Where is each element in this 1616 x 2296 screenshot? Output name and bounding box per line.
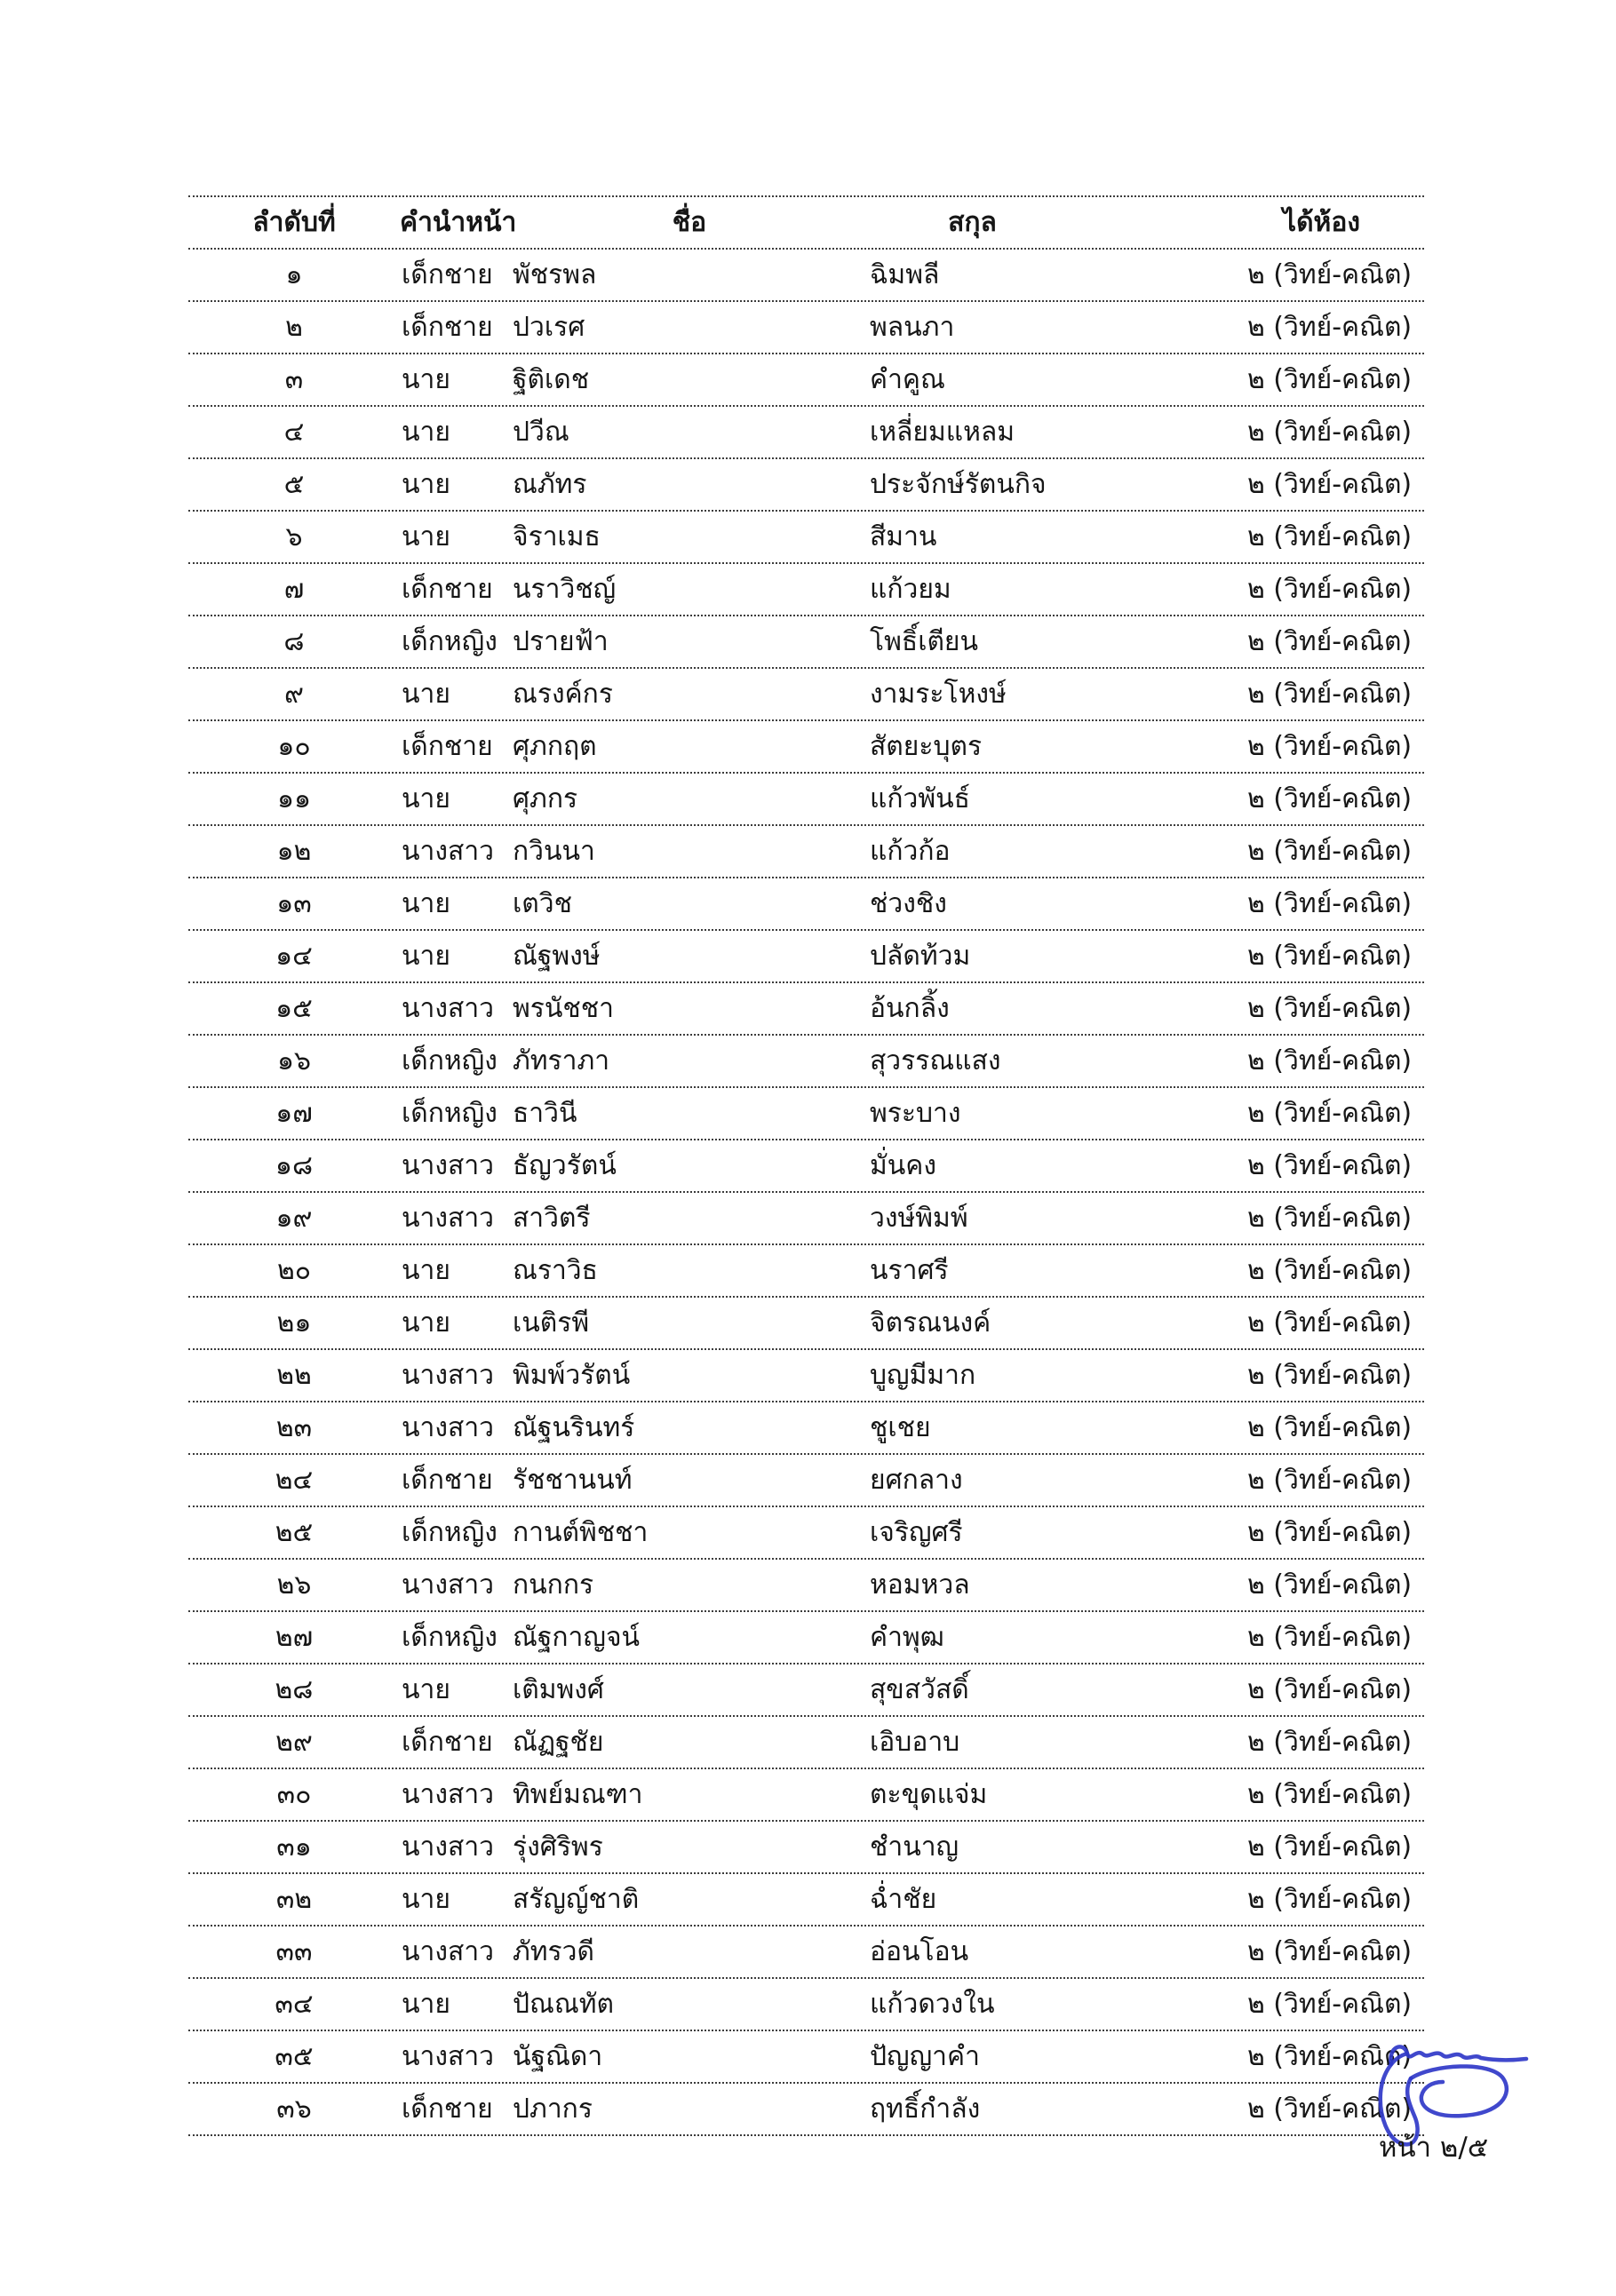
cell-room: ๒ (วิทย์-คณิต)	[1247, 416, 1413, 448]
cell-prefix: นาย	[402, 1988, 450, 2020]
table-row	[188, 1560, 1424, 1612]
cell-no: ๒๕	[275, 1516, 314, 1548]
cell-prefix: เด็กชาย	[402, 1464, 493, 1496]
cell-first-name: พิมพ์วรัตน์	[513, 1359, 631, 1391]
cell-room: ๒ (วิทย์-คณิต)	[1247, 1726, 1413, 1758]
cell-prefix: นาย	[402, 887, 450, 919]
cell-last-name: หอมหวล	[870, 1569, 970, 1601]
cell-last-name: ชำนาญ	[870, 1831, 959, 1863]
table-row	[188, 721, 1424, 774]
cell-first-name: เติมพงศ์	[513, 1673, 604, 1705]
cell-room: ๒ (วิทย์-คณิต)	[1247, 887, 1413, 919]
cell-prefix: เด็กหญิง	[402, 1516, 498, 1548]
table-row	[188, 983, 1424, 1036]
cell-last-name: ปลัดท้วม	[870, 940, 971, 972]
cell-last-name: แก้วยม	[870, 573, 951, 605]
cell-prefix: เด็กหญิง	[402, 1621, 498, 1653]
cell-last-name: วงษ์พิมพ์	[870, 1202, 968, 1234]
cell-no: ๓๑	[276, 1831, 312, 1863]
table-row	[188, 1245, 1424, 1298]
cell-last-name: เหลี่ยมแหลม	[870, 416, 1015, 448]
cell-no: ๙	[284, 678, 304, 710]
cell-last-name: ปัญญาคำ	[870, 2040, 980, 2072]
table-row	[188, 1298, 1424, 1350]
cell-no: ๓๐	[276, 1778, 312, 1810]
cell-room: ๒ (วิทย์-คณิต)	[1247, 258, 1413, 290]
cell-last-name: บูญมีมาก	[870, 1359, 976, 1391]
cell-last-name: ประจักษ์รัตนกิจ	[870, 468, 1047, 500]
table-row	[188, 512, 1424, 564]
cell-prefix: นาย	[402, 520, 450, 552]
cell-last-name: ฉ่ำชัย	[870, 1883, 937, 1915]
table-row	[188, 878, 1424, 931]
cell-prefix: นางสาว	[402, 1935, 495, 1967]
cell-prefix: นางสาว	[402, 1411, 495, 1443]
table-row	[188, 1769, 1424, 1822]
cell-first-name: นัฐณิดา	[513, 2040, 603, 2072]
cell-first-name: ธัญวรัตน์	[513, 1149, 617, 1181]
cell-prefix: เด็กชาย	[402, 258, 493, 290]
cell-first-name: ณรงค์กร	[513, 678, 613, 710]
cell-last-name: แก้วดวงใน	[870, 1988, 995, 2020]
cell-first-name: ณัฐนรินทร์	[513, 1411, 635, 1443]
cell-last-name: งามระโหงษ์	[870, 678, 1007, 710]
student-room-assignment-table	[188, 195, 1424, 2136]
cell-first-name: ภัทราภา	[513, 1045, 610, 1076]
table-row	[188, 774, 1424, 826]
cell-last-name: เอิบอาบ	[870, 1726, 960, 1758]
cell-last-name: แก้วพันธ์	[870, 783, 970, 814]
cell-no: ๗	[283, 573, 305, 605]
cell-prefix: นางสาว	[402, 1149, 495, 1181]
cell-no: ๑	[285, 258, 303, 290]
cell-room: ๒ (วิทย์-คณิต)	[1247, 1149, 1413, 1181]
table-row	[188, 931, 1424, 983]
table-body	[188, 250, 1424, 2136]
cell-no: ๖	[285, 520, 303, 552]
cell-no: ๒๒	[276, 1359, 312, 1391]
cell-last-name: ช่วงชิง	[870, 887, 947, 919]
cell-room: ๒ (วิทย์-คณิต)	[1247, 1988, 1413, 2020]
table-row	[188, 1455, 1424, 1507]
cell-room: ๒ (วิทย์-คณิต)	[1247, 2040, 1413, 2072]
cell-first-name: สรัญญ์ชาติ	[513, 1883, 640, 1915]
table-row	[188, 1612, 1424, 1664]
cell-room: ๒ (วิทย์-คณิต)	[1247, 1307, 1413, 1339]
cell-no: ๑๕	[275, 992, 313, 1024]
cell-prefix: นางสาว	[402, 1831, 495, 1863]
cell-prefix: นาย	[402, 940, 450, 972]
cell-first-name: ธาวินี	[513, 1097, 577, 1129]
cell-first-name: ณัฏฐชัย	[513, 1726, 604, 1758]
table-row	[188, 669, 1424, 721]
cell-first-name: ปวเรศ	[513, 311, 585, 343]
cell-last-name: สุขสวัสดิ์	[870, 1673, 969, 1705]
table-row	[188, 1193, 1424, 1245]
cell-last-name: สีมาน	[870, 520, 937, 552]
table-row	[188, 2031, 1424, 2084]
cell-prefix: นาย	[402, 468, 450, 500]
cell-last-name: โพธิ์เตียน	[870, 625, 979, 657]
table-row	[188, 1979, 1424, 2031]
cell-first-name: ศุภกร	[513, 783, 578, 814]
cell-last-name: เจริญศรี	[870, 1516, 963, 1548]
cell-prefix: นาย	[402, 1883, 450, 1915]
cell-room: ๒ (วิทย์-คณิต)	[1247, 783, 1413, 814]
cell-first-name: ทิพย์มณฑา	[513, 1778, 643, 1810]
cell-room: ๒ (วิทย์-คณิต)	[1247, 1621, 1413, 1653]
header-no: ลำดับที่	[252, 206, 336, 238]
cell-room: ๒ (วิทย์-คณิต)	[1247, 1831, 1413, 1863]
cell-last-name: อ่อนโอน	[870, 1935, 969, 1967]
cell-no: ๓๔	[275, 1988, 314, 2020]
cell-first-name: จิราเมธ	[513, 520, 601, 552]
cell-prefix: นางสาว	[402, 1202, 495, 1234]
cell-room: ๒ (วิทย์-คณิต)	[1247, 573, 1413, 605]
cell-no: ๑๘	[275, 1149, 314, 1181]
cell-no: ๒๘	[275, 1673, 314, 1705]
cell-prefix: นาย	[402, 363, 450, 395]
cell-room: ๒ (วิทย์-คณิต)	[1247, 1464, 1413, 1496]
cell-prefix: นาย	[402, 678, 450, 710]
cell-prefix: นางสาว	[402, 1569, 495, 1601]
table-row	[188, 1350, 1424, 1402]
cell-prefix: นางสาว	[402, 1778, 495, 1810]
table-row	[188, 826, 1424, 878]
cell-first-name: รัชชานนท์	[513, 1464, 633, 1496]
cell-room: ๒ (วิทย์-คณิต)	[1247, 363, 1413, 395]
cell-no: ๒๐	[276, 1254, 312, 1286]
cell-no: ๑๗	[275, 1097, 313, 1129]
header-room: ได้ห้อง	[1282, 206, 1360, 238]
cell-prefix: นาย	[402, 783, 450, 814]
cell-first-name: ณราวิธ	[513, 1254, 598, 1286]
cell-prefix: เด็กหญิง	[402, 625, 498, 657]
cell-room: ๒ (วิทย์-คณิต)	[1247, 1569, 1413, 1601]
cell-last-name: จิตรณนงค์	[870, 1307, 991, 1339]
cell-room: ๒ (วิทย์-คณิต)	[1247, 311, 1413, 343]
header-prefix: คำนำหน้า	[400, 206, 517, 238]
cell-no: ๒๑	[276, 1307, 312, 1339]
cell-no: ๑๖	[276, 1045, 312, 1076]
cell-room: ๒ (วิทย์-คณิต)	[1247, 1883, 1413, 1915]
cell-no: ๓๖	[276, 2093, 312, 2125]
table-row	[188, 407, 1424, 459]
cell-last-name: ตะขุดแจ่ม	[870, 1778, 988, 1810]
cell-room: ๒ (วิทย์-คณิต)	[1247, 1935, 1413, 1967]
cell-room: ๒ (วิทย์-คณิต)	[1247, 1045, 1413, 1076]
cell-no: ๕	[283, 468, 305, 500]
cell-no: ๑๔	[275, 940, 313, 972]
cell-no: ๓๓	[275, 1935, 313, 1967]
table-row	[188, 354, 1424, 407]
cell-first-name: ปภากร	[513, 2093, 593, 2125]
cell-no: ๑๒	[276, 835, 312, 867]
table-row	[188, 1140, 1424, 1193]
cell-first-name: ฐิติเดช	[513, 363, 590, 395]
cell-no: ๑๙	[275, 1202, 313, 1234]
cell-first-name: รุ่งศิริพร	[513, 1831, 603, 1863]
cell-prefix: เด็กชาย	[402, 573, 493, 605]
cell-room: ๒ (วิทย์-คณิต)	[1247, 1254, 1413, 1286]
cell-first-name: พรนัชชา	[513, 992, 614, 1024]
cell-last-name: มั่นคง	[870, 1149, 936, 1181]
cell-room: ๒ (วิทย์-คณิต)	[1247, 1411, 1413, 1443]
table-row	[188, 459, 1424, 512]
table-row	[188, 1402, 1424, 1455]
cell-prefix: เด็กชาย	[402, 2093, 493, 2125]
cell-first-name: กวินนา	[513, 835, 595, 867]
cell-first-name: เตวิช	[513, 887, 572, 919]
cell-room: ๒ (วิทย์-คณิต)	[1247, 1202, 1413, 1234]
cell-room: ๒ (วิทย์-คณิต)	[1247, 940, 1413, 972]
cell-room: ๒ (วิทย์-คณิต)	[1247, 1778, 1413, 1810]
cell-last-name: ฤทธิ์กำลัง	[870, 2093, 981, 2125]
cell-first-name: เนติรพี	[513, 1307, 590, 1339]
cell-first-name: ณัฐพงษ์	[513, 940, 601, 972]
cell-no: ๑๓	[276, 887, 312, 919]
cell-last-name: พระบาง	[870, 1097, 961, 1129]
cell-prefix: เด็กชาย	[402, 730, 493, 762]
cell-room: ๒ (วิทย์-คณิต)	[1247, 468, 1413, 500]
cell-first-name: กานต์พิชชา	[513, 1516, 649, 1548]
cell-no: ๓	[284, 363, 304, 395]
table-row	[188, 1874, 1424, 1927]
cell-first-name: ปวีณ	[513, 416, 569, 448]
cell-last-name: สุวรรณแสง	[870, 1045, 1001, 1076]
cell-last-name: ชูเชย	[870, 1411, 931, 1443]
cell-prefix: นางสาว	[402, 1359, 495, 1391]
cell-prefix: นางสาว	[402, 835, 495, 867]
cell-first-name: ศุภกฤต	[513, 730, 597, 762]
cell-no: ๒๙	[275, 1726, 313, 1758]
cell-room: ๒ (วิทย์-คณิต)	[1247, 625, 1413, 657]
cell-first-name: ปัณณทัต	[513, 1988, 614, 2020]
cell-last-name: นราศรี	[870, 1254, 949, 1286]
table-row	[188, 250, 1424, 302]
cell-first-name: นราวิชญ์	[513, 573, 617, 605]
cell-last-name: แก้วก้อ	[870, 835, 951, 867]
cell-no: ๑๐	[277, 730, 311, 762]
cell-room: ๒ (วิทย์-คณิต)	[1247, 1673, 1413, 1705]
cell-prefix: เด็กชาย	[402, 311, 493, 343]
cell-no: ๓๕	[275, 2040, 314, 2072]
cell-room: ๒ (วิทย์-คณิต)	[1247, 1516, 1413, 1548]
cell-last-name: ยศกลาง	[870, 1464, 963, 1496]
table-row	[188, 1927, 1424, 1979]
cell-prefix: เด็กชาย	[402, 1726, 493, 1758]
cell-room: ๒ (วิทย์-คณิต)	[1247, 1359, 1413, 1391]
cell-prefix: นาย	[402, 1307, 450, 1339]
table-row	[188, 616, 1424, 669]
table-row	[188, 1088, 1424, 1140]
cell-first-name: ณัฐกาญจน์	[513, 1621, 641, 1653]
cell-last-name: อ้นกลิ้ง	[870, 992, 950, 1024]
cell-first-name: ภัทรวดี	[513, 1935, 594, 1967]
cell-room: ๒ (วิทย์-คณิต)	[1247, 730, 1413, 762]
cell-prefix: นาย	[402, 1673, 450, 1705]
cell-room: ๒ (วิทย์-คณิต)	[1247, 520, 1413, 552]
cell-room: ๒ (วิทย์-คณิต)	[1247, 2093, 1413, 2125]
cell-prefix: นาย	[402, 1254, 450, 1286]
cell-no: ๒๔	[275, 1464, 314, 1496]
header-first-name: ชื่อ	[672, 206, 707, 238]
table-row	[188, 1664, 1424, 1717]
cell-no: ๒๖	[276, 1569, 312, 1601]
cell-no: ๘	[283, 625, 305, 657]
table-row	[188, 1036, 1424, 1088]
cell-prefix: นางสาว	[402, 2040, 495, 2072]
cell-prefix: เด็กหญิง	[402, 1097, 498, 1129]
cell-last-name: คำคูณ	[870, 363, 945, 395]
cell-room: ๒ (วิทย์-คณิต)	[1247, 1097, 1413, 1129]
cell-last-name: ฉิมพลี	[870, 258, 940, 290]
cell-prefix: เด็กหญิง	[402, 1045, 498, 1076]
cell-prefix: นางสาว	[402, 992, 495, 1024]
table-row	[188, 2084, 1424, 2136]
cell-last-name: สัตยะบุตร	[870, 730, 983, 762]
cell-last-name: คำพุฒ	[870, 1621, 944, 1653]
table-row	[188, 1507, 1424, 1560]
cell-no: ๒	[285, 311, 303, 343]
table-header-row	[188, 197, 1424, 250]
header-last-name: สกุล	[948, 206, 997, 238]
table-row	[188, 1822, 1424, 1874]
table-row	[188, 1717, 1424, 1769]
cell-no: ๑๑	[276, 783, 312, 814]
cell-no: ๔	[283, 416, 305, 448]
cell-room: ๒ (วิทย์-คณิต)	[1247, 992, 1413, 1024]
cell-first-name: สาวิตรี	[513, 1202, 591, 1234]
cell-first-name: พัชรพล	[513, 258, 597, 290]
page-number-label: หน้า ๒/๕	[1379, 2132, 1489, 2164]
cell-first-name: ปรายฟ้า	[513, 625, 609, 657]
cell-no: ๒๓	[275, 1411, 313, 1443]
cell-prefix: นาย	[402, 416, 450, 448]
cell-no: ๓๒	[275, 1883, 313, 1915]
cell-first-name: ณภัทร	[513, 468, 587, 500]
cell-room: ๒ (วิทย์-คณิต)	[1247, 678, 1413, 710]
cell-last-name: พลนภา	[870, 311, 955, 343]
table-row	[188, 302, 1424, 354]
cell-no: ๒๗	[275, 1621, 314, 1653]
table-row	[188, 564, 1424, 616]
cell-first-name: กนกกร	[513, 1569, 594, 1601]
cell-room: ๒ (วิทย์-คณิต)	[1247, 835, 1413, 867]
